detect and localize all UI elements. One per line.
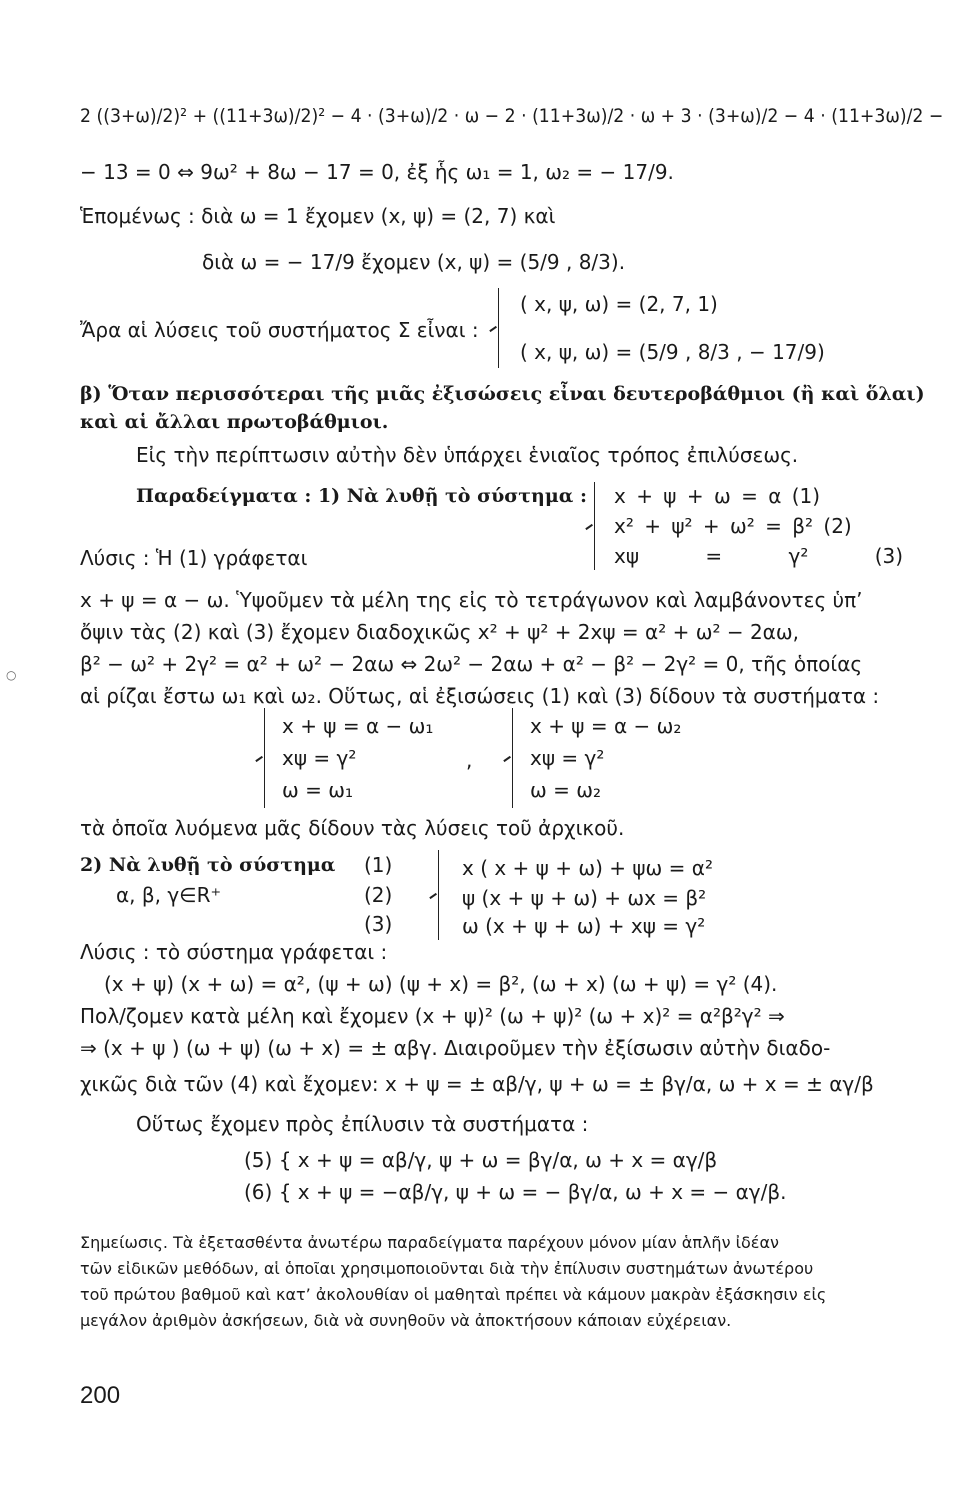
system-a-eq-3: ω = ω₁ — [282, 778, 353, 802]
solution-label-1: Λύσις : Ἡ (1) γράφεται — [80, 546, 308, 570]
text-line-3: Ἑπομένως : διὰ ω = 1 ἔχομεν (x, ψ) = (2, 7) καὶ — [80, 204, 556, 228]
system-separator: , — [466, 748, 473, 772]
system-5: (5) { x + ψ = αβ/γ, ψ + ω = βγ/α, ω + x = αγ/β — [244, 1148, 718, 1172]
text-line-19: αἱ ρίζαι ἔστω ω₁ καὶ ω₂. Οὕτως, αἱ ἐξισώσεις (1) καὶ (3) δίδουν τὰ συστήματα : — [80, 684, 880, 708]
text-line-17: ὄψιν τὰς (2) καὶ (3) ἔχομεν διαδοχικῶς x² + ψ² + 2xψ = α² + ω² − 2αω, — [80, 620, 799, 644]
system-b-eq-2: xψ = γ² — [530, 746, 605, 770]
example-2-num-2: (2) — [364, 883, 393, 907]
note-line-4: μεγάλον ἀριθμὸν ἀσκήσεων, διὰ νὰ συνηθοῦν νὰ ἀποκτήσουν κάποιαν εὐχέρειαν. — [80, 1311, 732, 1330]
note-line-1: Σημείωσις. Τὰ ἐξετασθέντα ἀνωτέρω παραδείγματα παρέχουν μόνον μίαν ἁπλῆν ἰδέαν — [80, 1233, 779, 1252]
text-line-39: ⇒ (x + ψ ) (ω + ψ) (ω + x) = ± αβγ. Διαιροῦμεν τὴν ἐξίσωσιν αὐτὴν διαδο- — [80, 1036, 831, 1060]
eq-line-2: − 13 = 0 ⇔ 9ω² + 8ω − 17 = 0, ἐξ ἧς ω₁ = 1, ω₂ = − 17/9. — [80, 160, 674, 184]
brace-example-1 — [594, 482, 595, 570]
text-line-27: τὰ ὁποῖα λυόμενα μᾶς δίδουν τὰς λύσεις τοῦ ἀρχικοῦ. — [80, 816, 625, 840]
page-number: 200 — [80, 1382, 121, 1409]
brace-system-a — [264, 708, 265, 808]
system-6: (6) { x + ψ = −αβ/γ, ψ + ω = − βγ/α, ω + x = − αγ/β. — [244, 1180, 787, 1204]
system-b-eq-3: ω = ω₂ — [530, 778, 601, 802]
section-beta-heading-2: καὶ αἱ ἄλλαι πρωτοβάθμιοι. — [80, 411, 389, 433]
system-a-eq-2: xψ = γ² — [282, 746, 357, 770]
example-2-eq-3: ω (x + ψ + ω) + xψ = γ² — [462, 914, 706, 938]
example-2-num-3: (3) — [364, 912, 393, 936]
text-line-18: β² − ω² + 2γ² = α² + ω² − 2αω ⇔ 2ω² − 2αω + α² − β² − 2γ² = 0, τῆς ὁποίας — [80, 652, 863, 676]
system-b-eq-1: x + ψ = α − ω₂ — [530, 714, 682, 738]
example-2-heading: 2) Νὰ λυθῇ τὸ σύστημα — [80, 854, 336, 876]
system-a-eq-1: x + ψ = α − ω₁ — [282, 714, 434, 738]
text-line-16: x + ψ = α − ω. Ὑψοῦμεν τὰ μέλη της εἰς τὸ τετράγωνον καὶ λαμβάνοντες ὑπ’ — [80, 588, 863, 612]
brace-solutions — [498, 288, 499, 368]
example-2-eq-2: ψ (x + ψ + ω) + ωx = β² — [462, 886, 707, 910]
solution-2: ( x, ψ, ω) = (5/9 , 8/3 , − 17/9) — [520, 340, 825, 364]
example-1-heading: Παραδείγματα : 1) Νὰ λυθῇ τὸ σύστημα : — [136, 485, 588, 507]
example-1-eq-1: x + ψ + ω = α (1) — [614, 484, 821, 508]
example-1-eq-3: xψ = γ² (3) — [614, 544, 904, 568]
brace-system-b — [512, 708, 513, 808]
section-beta-heading: β) Ὅταν περισσότεραι τῆς μιᾶς ἐξισώσεις εἶναι δευτεροβάθμιοι (ἢ καὶ ὅλαι) — [80, 383, 925, 405]
text-line-40: χικῶς διὰ τῶν (4) καὶ ἔχομεν: x + ψ = ± αβ/γ, ψ + ω = ± βγ/α, ω + x = ± αγ/β — [80, 1072, 874, 1096]
solution-1: ( x, ψ, ω) = (2, 7, 1) — [520, 292, 718, 316]
solutions-label: Ἄρα αἱ λύσεις τοῦ συστήματος Σ εἶναι : — [80, 318, 479, 342]
text-line-37: (x + ψ) (x + ω) = α², (ψ + ω) (ψ + x) = β², (ω + x) (ω + ψ) = γ² (4). — [104, 972, 778, 996]
example-2-num-1: (1) — [364, 853, 393, 877]
margin-mark: ○ — [6, 668, 17, 682]
brace-example-2 — [438, 850, 439, 940]
text-no-method: Εἰς τὴν περίπτωσιν αὐτὴν δὲν ὑπάρχει ἑνιαῖος τρόπος ἐπιλύσεως. — [136, 443, 799, 467]
note-line-3: τοῦ πρώτου βαθμοῦ καὶ κατ’ ἀκολουθίαν οἱ μαθηταὶ πρέπει νὰ κάμουν μακρὰν ἐξάσκησιν εἰς — [80, 1285, 827, 1304]
text-line-41: Οὕτως ἔχομεν πρὸς ἐπίλυσιν τὰ συστήματα : — [136, 1112, 589, 1136]
example-1-eq-2: x² + ψ² + ω² = β² (2) — [614, 514, 852, 538]
example-2-eq-1: x ( x + ψ + ω) + ψω = α² — [462, 856, 713, 880]
solution-label-2: Λύσις : τὸ σύστημα γράφεται : — [80, 940, 388, 964]
note-line-2: τῶν εἰδικῶν μεθόδων, αἱ ὁποῖαι χρησιμοποιοῦνται διὰ τὴν ἐπίλυσιν συστημάτων ἀνωτέρου — [80, 1259, 814, 1278]
text-line-4: διὰ ω = − 17/9 ἔχομεν (x, ψ) = (5/9 , 8/3). — [202, 250, 626, 274]
text-line-38: Πολ/ζομεν κατὰ μέλη καὶ ἔχομεν (x + ψ)² (ω + ψ)² (ω + x)² = α²β²γ² ⇒ — [80, 1004, 785, 1028]
eq-line-1: 2 ((3+ω)/2)² + ((11+3ω)/2)² − 4 · (3+ω)/2 · ω − 2 · (11+3ω)/2 · ω + 3 · (3+ω)/2 − 4 · (11+3ω)/2 − — [80, 105, 944, 127]
example-2-domain: α, β, γ∈R⁺ — [116, 883, 222, 907]
